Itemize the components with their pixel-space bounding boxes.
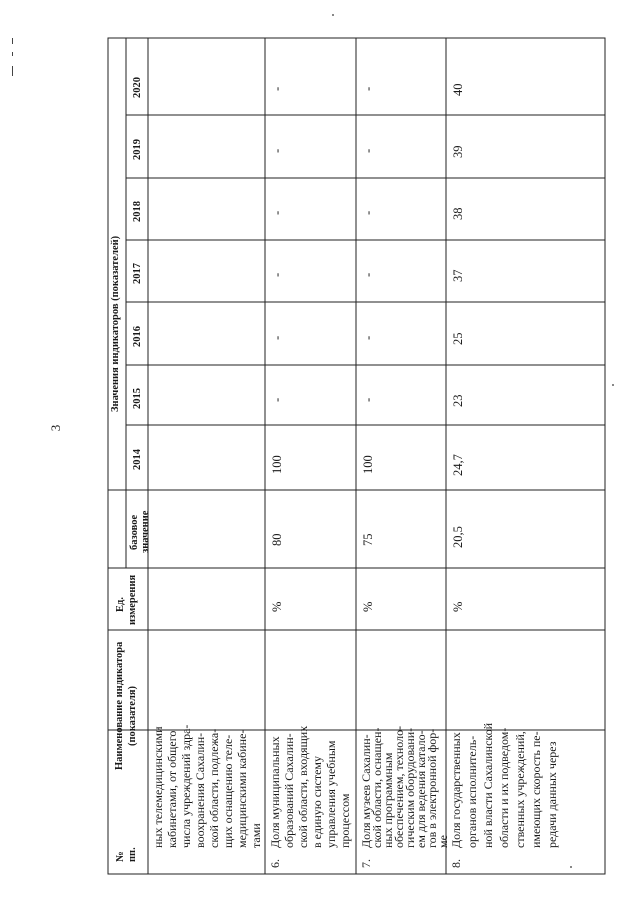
header-year-2019: 2019 bbox=[132, 139, 143, 160]
row-6-number: 6. bbox=[268, 859, 282, 868]
row-7-name-line: ных программным bbox=[381, 752, 395, 848]
header-row-number-2: пп. bbox=[127, 847, 138, 862]
row-continued-name-line: числа учреждений здра- bbox=[179, 724, 193, 848]
row-8-name-line: области и их подведом- bbox=[497, 727, 511, 848]
row-6-name-line: Доля муниципальных bbox=[268, 736, 282, 848]
row-8-name-line: Доля государственных bbox=[449, 732, 463, 848]
header-unit-1: Ед. bbox=[115, 597, 126, 612]
row-8-name-line: ственных учреждений, bbox=[513, 731, 527, 848]
row-6-name-line: в единую систему bbox=[310, 756, 324, 848]
header-year-2018: 2018 bbox=[132, 201, 143, 222]
row-continued-name-line: медицинскими кабине- bbox=[235, 729, 249, 848]
row-6-name-line: образований Сахалин- bbox=[282, 733, 296, 848]
row-6-value-2020: - bbox=[270, 86, 284, 91]
header-year-2015: 2015 bbox=[132, 388, 143, 409]
header-unit-2: измерения bbox=[127, 574, 138, 625]
header-indicator-name-2: (показателя) bbox=[127, 685, 138, 746]
row-6-value-2016: - bbox=[270, 335, 284, 340]
row-8-value-2016: 25 bbox=[451, 332, 465, 345]
header-year-2017: 2017 bbox=[132, 263, 143, 284]
row-6-base-value: 80 bbox=[270, 533, 284, 546]
row-6-value-2014: 100 bbox=[270, 455, 284, 474]
row-6-value-2017: - bbox=[270, 272, 284, 277]
row-8-value-2020: 40 bbox=[451, 83, 465, 96]
row-continued-name-line: щих оснащению теле- bbox=[221, 734, 235, 848]
row-7-base-value: 75 bbox=[361, 533, 375, 546]
row-8-unit: % bbox=[451, 601, 465, 612]
row-7-value-2016: - bbox=[361, 335, 375, 340]
header-base-value-2: значение bbox=[140, 510, 151, 553]
row-7-name-line: гическим оборудовани- bbox=[403, 727, 417, 848]
row-6-unit: % bbox=[270, 601, 284, 612]
row-7-name-line: ме bbox=[436, 835, 450, 848]
row-8-name-line: органов исполнитель- bbox=[465, 735, 479, 848]
row-6-name-line: управления учебным bbox=[324, 740, 338, 848]
header-year-2014: 2014 bbox=[132, 449, 143, 470]
page-number: 3 bbox=[48, 424, 63, 432]
row-7-name-line: ем для ведения катало- bbox=[414, 730, 428, 848]
header-year-2016: 2016 bbox=[132, 326, 143, 347]
row-continued-name-line: ской области, подлежа- bbox=[207, 728, 221, 848]
row-continued-name-line: ных телемедицинскими bbox=[151, 726, 165, 848]
row-6-name-line: процессом bbox=[338, 793, 352, 848]
row-7-number: 7. bbox=[359, 859, 373, 868]
row-8-name-line: ной власти Сахалинской bbox=[481, 722, 495, 848]
row-7-name-line: Доля музеев Сахалин- bbox=[359, 734, 373, 848]
row-8-value-2018: 38 bbox=[451, 207, 465, 220]
header-base-value-1: базовое bbox=[129, 514, 140, 550]
row-8-base-value: 20,5 bbox=[451, 526, 465, 548]
row-8-number: 8. bbox=[449, 859, 463, 868]
row-7-value-2015: - bbox=[361, 397, 375, 402]
row-7-value-2014: 100 bbox=[361, 455, 375, 474]
row-6-value-2019: - bbox=[270, 148, 284, 153]
row-7-value-2020: - bbox=[361, 86, 375, 91]
header-values-group: Значения индикаторов (показателей) bbox=[110, 235, 121, 412]
row-7-name-line: гов в электронной фор- bbox=[425, 728, 439, 848]
row-8-name-line: имеющих скорость пе- bbox=[529, 731, 543, 848]
row-6-name-line: ской области, входящих bbox=[296, 725, 310, 848]
row-continued-name-line: тами bbox=[249, 823, 263, 848]
row-8-name-line: редачи данных через bbox=[545, 741, 559, 848]
row-8-value-2014: 24,7 bbox=[451, 454, 465, 476]
row-6-value-2018: - bbox=[270, 210, 284, 215]
row-continued-name-line: кабинетами, от общего bbox=[165, 730, 179, 848]
row-7-unit: % bbox=[361, 601, 375, 612]
header-year-2020: 2020 bbox=[132, 77, 143, 98]
row-6-value-2015: - bbox=[270, 397, 284, 402]
header-row-number-1: № bbox=[115, 851, 126, 862]
row-8-value-2015: 23 bbox=[451, 394, 465, 407]
row-7-value-2018: - bbox=[361, 210, 375, 215]
row-7-value-2017: - bbox=[361, 272, 375, 277]
row-8-value-2019: 39 bbox=[451, 145, 465, 158]
row-7-value-2019: - bbox=[361, 148, 375, 153]
header-indicator-name-1: Наименование индикатора bbox=[114, 641, 125, 770]
row-7-name-line: обеспечением, техноло- bbox=[392, 725, 406, 848]
row-continued-name-line: воохранения Сахалин- bbox=[193, 732, 207, 848]
row-8-value-2017: 37 bbox=[451, 269, 465, 282]
row-7-name-line: ской области, оснащен- bbox=[370, 727, 384, 848]
